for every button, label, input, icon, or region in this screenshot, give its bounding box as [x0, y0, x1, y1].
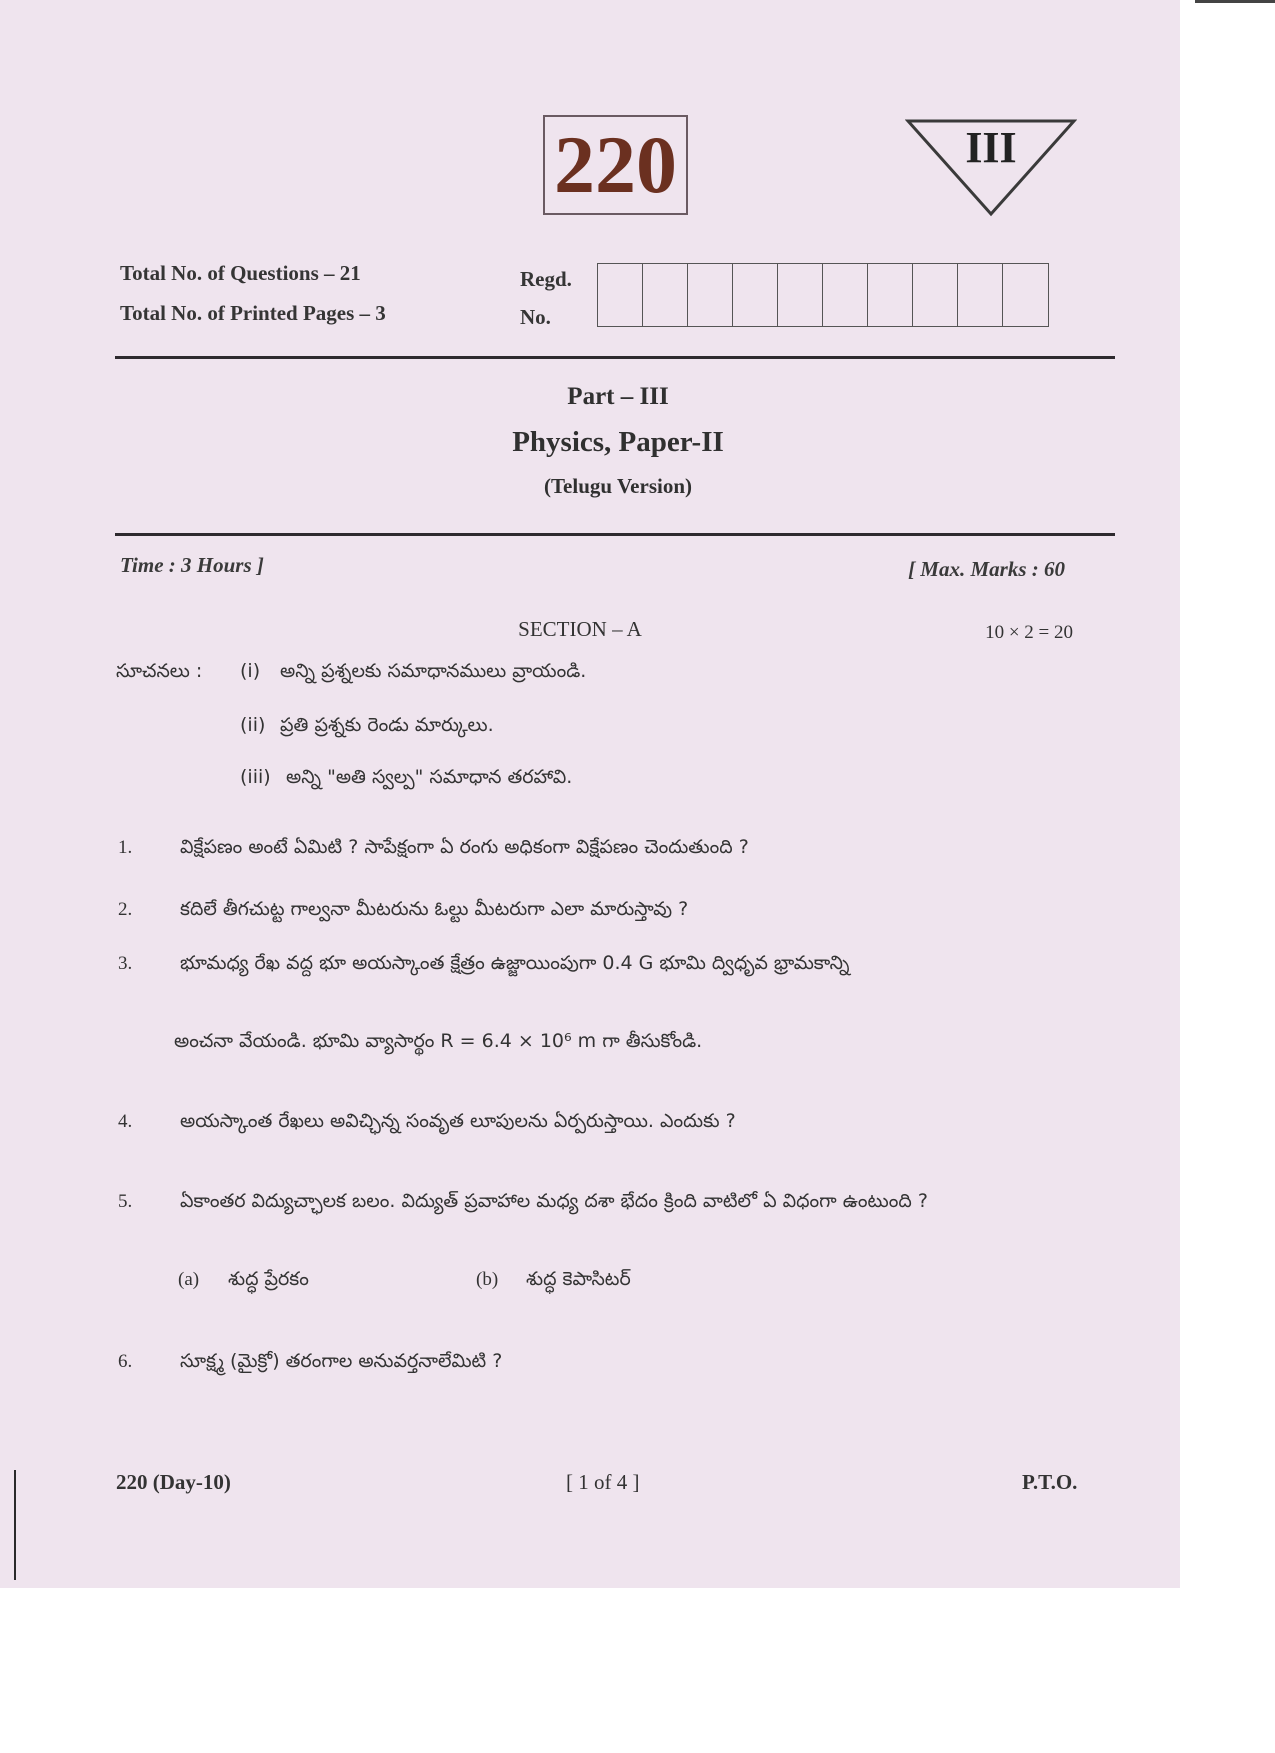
total-questions: Total No. of Questions – 21 — [120, 261, 361, 285]
regd-digit-box[interactable] — [913, 264, 958, 326]
question-number: 3. — [118, 953, 133, 974]
option-text: శుద్ధ ప్రేరకం — [228, 1268, 309, 1290]
question-number: 2. — [118, 899, 133, 920]
paper-code: 220 — [554, 119, 677, 210]
question-text: సూక్ష్మ (మైక్రో) తరంగాల అనువర్తనాలేమిటి ? — [180, 1350, 503, 1372]
total-pages: Total No. of Printed Pages – 3 — [120, 301, 386, 325]
question-2 — [118, 898, 688, 925]
question-6 — [118, 1350, 502, 1377]
option-label: (a) — [178, 1269, 200, 1290]
paper-code-box — [543, 115, 688, 215]
regd-digit-box[interactable] — [643, 264, 688, 326]
divider-top — [115, 356, 1115, 359]
regd-label-block — [520, 260, 572, 336]
part-badge — [905, 118, 1077, 218]
option-b — [476, 1268, 631, 1295]
totals-block — [120, 253, 386, 333]
instruction-text: అన్ని "అతి స్వల్ప" సమాధాన తరహావి. — [286, 766, 573, 788]
max-marks: [ Max. Marks : 60 — [908, 557, 1065, 581]
no-label: No. — [520, 305, 551, 329]
regd-digit-box[interactable] — [733, 264, 778, 326]
instruction-item — [240, 766, 572, 793]
instruction-item — [240, 660, 586, 687]
option-label: (b) — [476, 1269, 499, 1290]
regd-digit-box[interactable] — [823, 264, 868, 326]
instruction-text: అన్ని ప్రశ్నలకు సమాధానములు వ్రాయండి. — [280, 660, 587, 682]
regd-number-boxes[interactable] — [597, 263, 1049, 327]
section-heading: SECTION – A — [518, 617, 642, 641]
question-3 — [118, 952, 850, 979]
question-text: భూమధ్య రేఖ వద్ద భూ అయస్కాంత క్షేత్రం ఉజ్జాయింపుగా 0.4 G భూమి ద్విధృవ భ్రామకాన్ని — [180, 952, 850, 974]
question-4 — [118, 1110, 736, 1137]
instructions-label: సూచనలు : — [116, 660, 203, 682]
part-badge-label: III — [965, 123, 1017, 172]
regd-digit-box[interactable] — [1003, 264, 1048, 326]
question-3-continued: అంచనా వేయండి. భూమి వ్యాసార్థం R = 6.4 × 10⁶ m గా తీసుకోండి. — [174, 1030, 703, 1052]
subject-title: Physics, Paper-II — [512, 426, 724, 458]
question-text: కదిలే తీగచుట్ట గాల్వనా మీటరును ఓల్టు మీటరుగా ఎలా మారుస్తావు ? — [180, 898, 689, 920]
instruction-num: (ii) — [240, 714, 266, 736]
version-label: (Telugu Version) — [543, 474, 692, 498]
question-5 — [118, 1190, 928, 1217]
margin-line — [14, 1470, 16, 1580]
divider-bottom — [115, 533, 1115, 536]
instruction-num: (i) — [240, 660, 261, 682]
question-text: అయస్కాంత రేఖలు అవిచ్ఛిన్న సంవృత లూపులను ఏర్పరుస్తాయి. ఎందుకు ? — [180, 1110, 736, 1132]
question-number: 1. — [118, 837, 133, 858]
regd-digit-box[interactable] — [688, 264, 733, 326]
section-marks: 10 × 2 = 20 — [985, 622, 1073, 643]
instruction-num: (iii) — [240, 766, 271, 788]
page-indicator: [ 1 of 4 ] — [566, 1470, 640, 1494]
pto-label: P.T.O. — [1022, 1470, 1078, 1494]
regd-digit-box[interactable] — [958, 264, 1003, 326]
option-a — [178, 1268, 309, 1295]
footer-code: 220 (Day-10) — [116, 1470, 231, 1494]
regd-digit-box[interactable] — [598, 264, 643, 326]
question-number: 6. — [118, 1351, 133, 1372]
question-1 — [118, 836, 749, 863]
question-text: ఏకాంతర విద్యుచ్ఛాలక బలం. విద్యుత్ ప్రవాహాల మధ్య దశా భేదం క్రింది వాటిలో ఏ విధంగా ఉంటుంది ? — [180, 1190, 928, 1212]
part-title: Part – III — [567, 383, 669, 410]
question-text: విక్షేపణం అంటే ఏమిటి ? సాపేక్షంగా ఏ రంగు అధికంగా విక్షేపణం చెందుతుంది ? — [180, 836, 749, 858]
regd-digit-box[interactable] — [778, 264, 823, 326]
option-text: శుద్ధ కెపాసిటర్ — [526, 1268, 631, 1290]
question-number: 5. — [118, 1191, 133, 1212]
question-number: 4. — [118, 1111, 133, 1132]
instruction-text: ప్రతి ప్రశ్నకు రెండు మార్కులు. — [280, 714, 494, 736]
instruction-item — [240, 714, 494, 741]
time-allowed: Time : 3 Hours ] — [120, 553, 264, 577]
regd-label: Regd. — [520, 267, 572, 291]
scan-edge-mark — [1195, 0, 1275, 3]
regd-digit-box[interactable] — [868, 264, 913, 326]
